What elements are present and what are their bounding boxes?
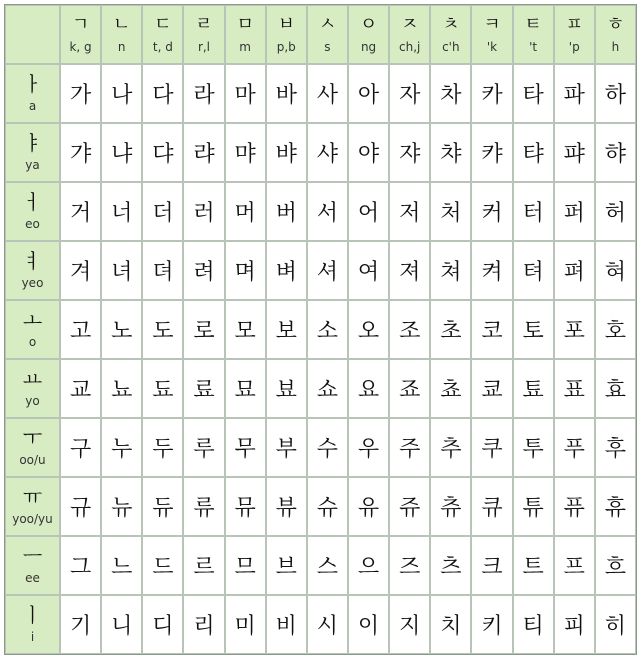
- syllable-cell: 누: [101, 418, 142, 477]
- syllable-cell: 려: [183, 241, 224, 300]
- syllable-cell: 튜: [513, 477, 554, 536]
- syllable-cell: 자: [389, 64, 430, 123]
- syllable-cell: 쇼: [307, 359, 348, 418]
- syllable-cell: 묘: [225, 359, 266, 418]
- vowel-jamo: ㅜ: [22, 425, 43, 450]
- vowel-jamo: ㅏ: [22, 71, 43, 96]
- syllable-cell: 텨: [513, 241, 554, 300]
- consonant-jamo: ㄷ: [154, 13, 172, 35]
- syllable-cell: 코: [471, 300, 512, 359]
- syllable-cell: 뎌: [142, 241, 183, 300]
- syllable-cell: 도: [142, 300, 183, 359]
- syllable-cell: 스: [307, 536, 348, 595]
- syllable-cell: 교: [60, 359, 101, 418]
- consonant-romanization: k, g: [69, 39, 92, 54]
- syllable-cell: 요: [348, 359, 389, 418]
- syllable-cell: 바: [266, 64, 307, 123]
- syllable-cell: 탸: [513, 123, 554, 182]
- vowel-header: [5, 123, 60, 182]
- consonant-header: [183, 5, 224, 64]
- syllable-cell: 디: [142, 595, 183, 654]
- syllable-cell: 샤: [307, 123, 348, 182]
- syllable-cell: 무: [225, 418, 266, 477]
- consonant-jamo: ㅇ: [359, 13, 378, 35]
- vowel-row: [5, 182, 636, 241]
- consonant-romanization: h: [611, 39, 620, 54]
- syllable-cell: 료: [183, 359, 224, 418]
- syllable-cell: 머: [225, 182, 266, 241]
- syllable-cell: 캬: [471, 123, 512, 182]
- consonant-romanization: m: [239, 39, 251, 54]
- consonant-romanization: 'p: [568, 39, 580, 54]
- vowel-jamo: ㅣ: [22, 602, 43, 627]
- syllable-cell: 표: [554, 359, 595, 418]
- syllable-cell: 쟈: [389, 123, 430, 182]
- consonant-header: [389, 5, 430, 64]
- syllable-cell: 러: [183, 182, 224, 241]
- vowel-header: [5, 536, 60, 595]
- syllable-cell: 푸: [554, 418, 595, 477]
- syllable-cell: 뵤: [266, 359, 307, 418]
- syllable-cell: 류: [183, 477, 224, 536]
- syllable-cell: 비: [266, 595, 307, 654]
- syllable-cell: 티: [513, 595, 554, 654]
- vowel-jamo: ㅕ: [22, 248, 43, 273]
- syllable-cell: 갸: [60, 123, 101, 182]
- syllable-cell: 니: [101, 595, 142, 654]
- syllable-cell: 뮤: [225, 477, 266, 536]
- syllable-cell: 댜: [142, 123, 183, 182]
- consonant-header: [225, 5, 266, 64]
- vowel-row: [5, 536, 636, 595]
- consonant-romanization: 't: [529, 39, 538, 54]
- consonant-jamo: ㅈ: [401, 13, 419, 35]
- syllable-cell: 우: [348, 418, 389, 477]
- consonant-jamo: ㅅ: [318, 13, 337, 35]
- consonant-header: [471, 5, 512, 64]
- syllable-cell: 뱌: [266, 123, 307, 182]
- syllable-cell: 처: [430, 182, 471, 241]
- syllable-cell: 므: [225, 536, 266, 595]
- syllable-cell: 구: [60, 418, 101, 477]
- consonant-jamo: ㅂ: [277, 13, 295, 35]
- syllable-cell: 수: [307, 418, 348, 477]
- consonant-jamo: ㅍ: [565, 13, 583, 35]
- hangul-syllable-table: [4, 4, 637, 655]
- vowel-romanization: ya: [25, 157, 40, 172]
- vowel-header: [5, 418, 60, 477]
- syllable-cell: 가: [60, 64, 101, 123]
- syllable-cell: 뉴: [101, 477, 142, 536]
- syllable-cell: 효: [595, 359, 636, 418]
- syllable-cell: 히: [595, 595, 636, 654]
- syllable-cell: 드: [142, 536, 183, 595]
- syllable-cell: 피: [554, 595, 595, 654]
- syllable-cell: 프: [554, 536, 595, 595]
- syllable-cell: 지: [389, 595, 430, 654]
- consonant-jamo: ㄹ: [195, 13, 213, 35]
- consonant-romanization: t, d: [152, 39, 173, 54]
- vowel-romanization: yoo/yu: [12, 511, 53, 526]
- syllable-cell: 펴: [554, 241, 595, 300]
- vowel-row: [5, 300, 636, 359]
- syllable-cell: 으: [348, 536, 389, 595]
- vowel-header: [5, 182, 60, 241]
- syllable-cell: 부: [266, 418, 307, 477]
- consonant-romanization: p,b: [276, 39, 296, 54]
- syllable-cell: 햐: [595, 123, 636, 182]
- syllable-cell: 어: [348, 182, 389, 241]
- syllable-cell: 먀: [225, 123, 266, 182]
- syllable-cell: 혀: [595, 241, 636, 300]
- consonant-romanization: s: [324, 39, 331, 54]
- consonant-romanization: 'k: [486, 39, 498, 54]
- syllable-cell: 쿄: [471, 359, 512, 418]
- syllable-cell: 서: [307, 182, 348, 241]
- consonant-jamo: ㅋ: [483, 13, 501, 35]
- vowel-romanization: eo: [25, 216, 40, 231]
- syllable-cell: 소: [307, 300, 348, 359]
- syllable-cell: 슈: [307, 477, 348, 536]
- syllable-cell: 차: [430, 64, 471, 123]
- syllable-cell: 브: [266, 536, 307, 595]
- syllable-cell: 죠: [389, 359, 430, 418]
- consonant-romanization: ng: [360, 39, 377, 54]
- syllable-cell: 이: [348, 595, 389, 654]
- syllable-cell: 마: [225, 64, 266, 123]
- consonant-romanization: ch,j: [399, 39, 421, 54]
- syllable-cell: 시: [307, 595, 348, 654]
- syllable-cell: 툐: [513, 359, 554, 418]
- syllable-cell: 사: [307, 64, 348, 123]
- syllable-cell: 쳐: [430, 241, 471, 300]
- vowel-romanization: ee: [25, 570, 40, 585]
- syllable-cell: 호: [595, 300, 636, 359]
- syllable-cell: 츄: [430, 477, 471, 536]
- vowel-romanization: oo/u: [19, 452, 46, 467]
- consonant-jamo: ㄴ: [113, 13, 131, 35]
- consonant-header: [60, 5, 101, 64]
- syllable-cell: 며: [225, 241, 266, 300]
- syllable-cell: 거: [60, 182, 101, 241]
- syllable-cell: 치: [430, 595, 471, 654]
- vowel-row: [5, 477, 636, 536]
- consonant-header: [595, 5, 636, 64]
- syllable-cell: 루: [183, 418, 224, 477]
- syllable-cell: 두: [142, 418, 183, 477]
- syllable-cell: 투: [513, 418, 554, 477]
- vowel-header: [5, 241, 60, 300]
- syllable-cell: 아: [348, 64, 389, 123]
- syllable-cell: 기: [60, 595, 101, 654]
- vowel-row: [5, 123, 636, 182]
- consonant-jamo: ㅎ: [606, 13, 625, 35]
- corner-cell: [5, 5, 60, 64]
- syllable-cell: 쵸: [430, 359, 471, 418]
- syllable-cell: 켜: [471, 241, 512, 300]
- syllable-cell: 보: [266, 300, 307, 359]
- syllable-cell: 라: [183, 64, 224, 123]
- syllable-cell: 저: [389, 182, 430, 241]
- syllable-cell: 퍼: [554, 182, 595, 241]
- syllable-cell: 하: [595, 64, 636, 123]
- syllable-cell: 오: [348, 300, 389, 359]
- syllable-cell: 파: [554, 64, 595, 123]
- consonant-romanization: c'h: [442, 39, 460, 54]
- syllable-cell: 퍄: [554, 123, 595, 182]
- consonant-romanization: r,l: [197, 39, 211, 54]
- vowel-header: [5, 359, 60, 418]
- vowel-romanization: a: [28, 98, 37, 113]
- consonant-header: [513, 5, 554, 64]
- vowel-header: [5, 477, 60, 536]
- syllable-cell: 랴: [183, 123, 224, 182]
- syllable-cell: 미: [225, 595, 266, 654]
- consonant-header: [348, 5, 389, 64]
- syllable-cell: 후: [595, 418, 636, 477]
- vowel-romanization: i: [30, 629, 35, 644]
- syllable-cell: 고: [60, 300, 101, 359]
- vowel-row: [5, 241, 636, 300]
- consonant-romanization: n: [117, 39, 126, 54]
- syllable-cell: 노: [101, 300, 142, 359]
- consonant-header: [430, 5, 471, 64]
- consonant-jamo: ㅊ: [442, 13, 460, 35]
- vowel-jamo: ㅓ: [22, 189, 43, 214]
- syllable-cell: 너: [101, 182, 142, 241]
- syllable-cell: 더: [142, 182, 183, 241]
- consonant-header: [266, 5, 307, 64]
- vowel-row: [5, 595, 636, 654]
- syllable-cell: 로: [183, 300, 224, 359]
- syllable-cell: 느: [101, 536, 142, 595]
- syllable-cell: 냐: [101, 123, 142, 182]
- syllable-cell: 녀: [101, 241, 142, 300]
- syllable-cell: 리: [183, 595, 224, 654]
- syllable-cell: 조: [389, 300, 430, 359]
- syllable-cell: 쥬: [389, 477, 430, 536]
- vowel-row: [5, 418, 636, 477]
- vowel-header: [5, 64, 60, 123]
- syllable-cell: 다: [142, 64, 183, 123]
- syllable-cell: 허: [595, 182, 636, 241]
- syllable-cell: 크: [471, 536, 512, 595]
- syllable-cell: 야: [348, 123, 389, 182]
- vowel-romanization: yo: [25, 393, 40, 408]
- syllable-cell: 셔: [307, 241, 348, 300]
- syllable-cell: 즈: [389, 536, 430, 595]
- syllable-cell: 카: [471, 64, 512, 123]
- syllable-cell: 주: [389, 418, 430, 477]
- consonant-header-row: [5, 5, 636, 64]
- consonant-header: [307, 5, 348, 64]
- vowel-romanization: o: [28, 334, 37, 349]
- consonant-header: [101, 5, 142, 64]
- syllable-cell: 뇨: [101, 359, 142, 418]
- syllable-cell: 여: [348, 241, 389, 300]
- vowel-jamo: ㅗ: [22, 307, 43, 332]
- syllable-cell: 벼: [266, 241, 307, 300]
- vowel-romanization: yeo: [21, 275, 44, 290]
- syllable-cell: 나: [101, 64, 142, 123]
- syllable-cell: 그: [60, 536, 101, 595]
- consonant-header: [554, 5, 595, 64]
- syllable-cell: 큐: [471, 477, 512, 536]
- consonant-jamo: ㅌ: [524, 13, 542, 35]
- syllable-cell: 유: [348, 477, 389, 536]
- syllable-cell: 쿠: [471, 418, 512, 477]
- syllable-cell: 져: [389, 241, 430, 300]
- syllable-cell: 휴: [595, 477, 636, 536]
- syllable-cell: 르: [183, 536, 224, 595]
- syllable-cell: 규: [60, 477, 101, 536]
- consonant-header: [142, 5, 183, 64]
- syllable-cell: 듀: [142, 477, 183, 536]
- syllable-cell: 뷰: [266, 477, 307, 536]
- vowel-row: [5, 359, 636, 418]
- syllable-cell: 챠: [430, 123, 471, 182]
- vowel-header: [5, 300, 60, 359]
- syllable-cell: 모: [225, 300, 266, 359]
- consonant-jamo: ㅁ: [236, 13, 254, 35]
- consonant-jamo: ㄱ: [71, 13, 90, 35]
- syllable-cell: 초: [430, 300, 471, 359]
- syllable-cell: 버: [266, 182, 307, 241]
- vowel-jamo: ㅛ: [22, 366, 43, 391]
- syllable-cell: 겨: [60, 241, 101, 300]
- syllable-cell: 트: [513, 536, 554, 595]
- vowel-jamo: ㅠ: [22, 484, 43, 509]
- syllable-cell: 토: [513, 300, 554, 359]
- syllable-cell: 추: [430, 418, 471, 477]
- syllable-cell: 퓨: [554, 477, 595, 536]
- vowel-jamo: ㅑ: [22, 130, 43, 155]
- syllable-cell: 츠: [430, 536, 471, 595]
- syllable-cell: 됴: [142, 359, 183, 418]
- syllable-cell: 타: [513, 64, 554, 123]
- syllable-cell: 키: [471, 595, 512, 654]
- syllable-cell: 터: [513, 182, 554, 241]
- vowel-jamo: ㅡ: [22, 543, 43, 568]
- syllable-cell: 커: [471, 182, 512, 241]
- vowel-header: [5, 595, 60, 654]
- vowel-row: [5, 64, 636, 123]
- syllable-cell: 흐: [595, 536, 636, 595]
- syllable-cell: 포: [554, 300, 595, 359]
